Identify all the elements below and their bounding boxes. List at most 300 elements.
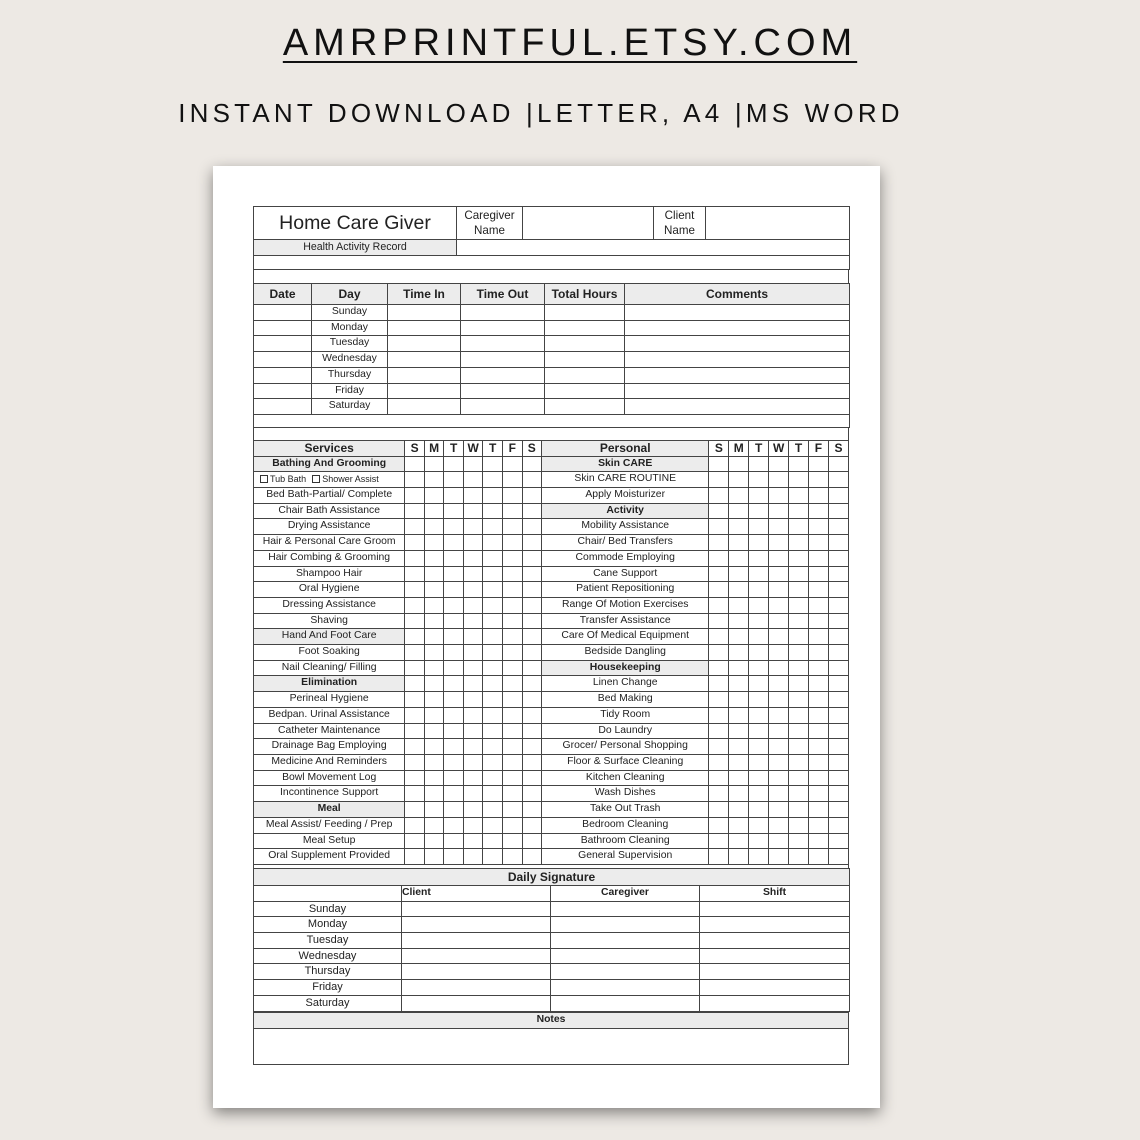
service-check-cell[interactable] (405, 817, 425, 833)
personal-check-cell[interactable] (709, 817, 729, 833)
service-check-cell[interactable] (424, 613, 444, 629)
service-check-cell[interactable] (444, 849, 464, 865)
service-check-cell[interactable] (444, 629, 464, 645)
service-check-cell[interactable] (405, 582, 425, 598)
service-check-cell[interactable] (522, 488, 542, 504)
service-check-cell[interactable] (444, 660, 464, 676)
personal-check-cell[interactable] (789, 692, 809, 708)
time-in-field[interactable] (388, 383, 461, 399)
personal-check-cell[interactable] (808, 692, 828, 708)
service-check-cell[interactable] (405, 645, 425, 661)
service-check-cell[interactable] (463, 660, 483, 676)
personal-check-cell[interactable] (769, 692, 789, 708)
service-check-cell[interactable] (405, 660, 425, 676)
service-check-cell[interactable] (405, 754, 425, 770)
service-check-cell[interactable] (405, 692, 425, 708)
personal-check-cell[interactable] (749, 833, 769, 849)
service-check-cell[interactable] (424, 676, 444, 692)
service-check-cell[interactable] (424, 535, 444, 551)
service-check-cell[interactable] (502, 550, 522, 566)
service-check-cell[interactable] (522, 597, 542, 613)
service-check-cell[interactable] (424, 786, 444, 802)
service-check-cell[interactable] (444, 597, 464, 613)
service-check-cell[interactable] (424, 723, 444, 739)
personal-check-cell[interactable] (789, 770, 809, 786)
personal-check-cell[interactable] (709, 597, 729, 613)
comments-field[interactable] (625, 352, 850, 368)
service-check-cell[interactable] (463, 550, 483, 566)
service-check-cell[interactable] (483, 817, 503, 833)
service-check-cell[interactable] (444, 519, 464, 535)
service-check-cell[interactable] (463, 833, 483, 849)
service-check-cell[interactable] (522, 456, 542, 472)
service-check-cell[interactable] (424, 645, 444, 661)
shift-field[interactable] (700, 964, 850, 980)
personal-check-cell[interactable] (709, 754, 729, 770)
personal-check-cell[interactable] (808, 488, 828, 504)
service-check-cell[interactable] (444, 707, 464, 723)
service-check-cell[interactable] (483, 535, 503, 551)
personal-check-cell[interactable] (808, 582, 828, 598)
service-check-cell[interactable] (502, 723, 522, 739)
service-check-cell[interactable] (463, 629, 483, 645)
service-check-cell[interactable] (463, 566, 483, 582)
personal-check-cell[interactable] (789, 817, 809, 833)
personal-check-cell[interactable] (709, 849, 729, 865)
service-check-cell[interactable] (483, 550, 503, 566)
personal-check-cell[interactable] (709, 660, 729, 676)
service-check-cell[interactable] (502, 519, 522, 535)
client-signature-field[interactable] (402, 917, 551, 933)
service-check-cell[interactable] (444, 472, 464, 488)
service-check-cell[interactable] (405, 629, 425, 645)
personal-check-cell[interactable] (729, 629, 749, 645)
service-check-cell[interactable] (463, 707, 483, 723)
personal-check-cell[interactable] (769, 676, 789, 692)
service-check-cell[interactable] (424, 566, 444, 582)
personal-check-cell[interactable] (789, 535, 809, 551)
service-check-cell[interactable] (502, 707, 522, 723)
caregiver-signature-field[interactable] (551, 948, 700, 964)
date-field[interactable] (254, 320, 312, 336)
personal-check-cell[interactable] (769, 550, 789, 566)
personal-check-cell[interactable] (808, 754, 828, 770)
time-out-field[interactable] (461, 367, 545, 383)
personal-check-cell[interactable] (749, 802, 769, 818)
personal-check-cell[interactable] (749, 817, 769, 833)
personal-check-cell[interactable] (749, 503, 769, 519)
service-check-cell[interactable] (405, 535, 425, 551)
service-check-cell[interactable] (463, 786, 483, 802)
service-check-cell[interactable] (444, 723, 464, 739)
personal-check-cell[interactable] (828, 739, 848, 755)
service-check-cell[interactable] (444, 488, 464, 504)
service-check-cell[interactable] (424, 739, 444, 755)
service-check-cell[interactable] (502, 692, 522, 708)
personal-check-cell[interactable] (729, 802, 749, 818)
personal-check-cell[interactable] (729, 645, 749, 661)
header-blank-field[interactable] (457, 240, 850, 256)
notes-field[interactable] (254, 1028, 849, 1064)
service-check-cell[interactable] (405, 519, 425, 535)
service-check-cell[interactable] (405, 786, 425, 802)
personal-check-cell[interactable] (709, 456, 729, 472)
service-check-cell[interactable] (444, 692, 464, 708)
service-check-cell[interactable] (483, 582, 503, 598)
service-check-cell[interactable] (424, 817, 444, 833)
personal-check-cell[interactable] (729, 707, 749, 723)
service-check-cell[interactable] (483, 456, 503, 472)
time-out-field[interactable] (461, 352, 545, 368)
personal-check-cell[interactable] (749, 723, 769, 739)
personal-check-cell[interactable] (749, 582, 769, 598)
personal-check-cell[interactable] (808, 833, 828, 849)
service-check-cell[interactable] (522, 802, 542, 818)
service-check-cell[interactable] (502, 613, 522, 629)
shift-field[interactable] (700, 980, 850, 996)
service-check-cell[interactable] (502, 817, 522, 833)
shift-field[interactable] (700, 917, 850, 933)
service-check-cell[interactable] (483, 660, 503, 676)
caregiver-signature-field[interactable] (551, 980, 700, 996)
personal-check-cell[interactable] (729, 692, 749, 708)
comments-field[interactable] (625, 367, 850, 383)
personal-check-cell[interactable] (828, 676, 848, 692)
service-check-cell[interactable] (463, 472, 483, 488)
personal-check-cell[interactable] (789, 645, 809, 661)
personal-check-cell[interactable] (789, 566, 809, 582)
service-check-cell[interactable] (522, 660, 542, 676)
service-check-cell[interactable] (483, 692, 503, 708)
service-check-cell[interactable] (502, 535, 522, 551)
service-check-cell[interactable] (405, 849, 425, 865)
personal-check-cell[interactable] (828, 488, 848, 504)
personal-check-cell[interactable] (828, 519, 848, 535)
service-check-cell[interactable] (424, 754, 444, 770)
service-check-cell[interactable] (522, 566, 542, 582)
service-check-cell[interactable] (483, 566, 503, 582)
service-check-cell[interactable] (424, 707, 444, 723)
personal-check-cell[interactable] (789, 488, 809, 504)
personal-check-cell[interactable] (808, 707, 828, 723)
personal-check-cell[interactable] (769, 645, 789, 661)
service-check-cell[interactable] (522, 503, 542, 519)
service-check-cell[interactable] (405, 488, 425, 504)
personal-check-cell[interactable] (828, 707, 848, 723)
service-check-cell[interactable] (483, 707, 503, 723)
service-check-cell[interactable] (463, 754, 483, 770)
personal-check-cell[interactable] (729, 770, 749, 786)
service-check-cell[interactable] (444, 582, 464, 598)
comments-field[interactable] (625, 320, 850, 336)
client-signature-field[interactable] (402, 948, 551, 964)
personal-check-cell[interactable] (729, 660, 749, 676)
personal-check-cell[interactable] (709, 488, 729, 504)
total-hours-field[interactable] (545, 367, 625, 383)
service-check-cell[interactable] (405, 802, 425, 818)
time-out-field[interactable] (461, 305, 545, 321)
service-check-cell[interactable] (444, 786, 464, 802)
service-check-cell[interactable] (424, 503, 444, 519)
service-check-cell[interactable] (444, 817, 464, 833)
service-check-cell[interactable] (502, 629, 522, 645)
service-check-cell[interactable] (502, 645, 522, 661)
personal-check-cell[interactable] (789, 550, 809, 566)
personal-check-cell[interactable] (749, 456, 769, 472)
personal-check-cell[interactable] (808, 676, 828, 692)
service-check-cell[interactable] (483, 739, 503, 755)
personal-check-cell[interactable] (729, 456, 749, 472)
personal-check-cell[interactable] (769, 582, 789, 598)
service-check-cell[interactable] (463, 802, 483, 818)
personal-check-cell[interactable] (789, 582, 809, 598)
service-check-cell[interactable] (483, 723, 503, 739)
service-check-cell[interactable] (444, 613, 464, 629)
personal-check-cell[interactable] (709, 582, 729, 598)
service-check-cell[interactable] (522, 629, 542, 645)
personal-check-cell[interactable] (769, 817, 789, 833)
service-check-cell[interactable] (502, 566, 522, 582)
time-out-field[interactable] (461, 383, 545, 399)
personal-check-cell[interactable] (789, 629, 809, 645)
personal-check-cell[interactable] (789, 802, 809, 818)
personal-check-cell[interactable] (828, 849, 848, 865)
total-hours-field[interactable] (545, 399, 625, 415)
personal-check-cell[interactable] (709, 629, 729, 645)
personal-check-cell[interactable] (769, 629, 789, 645)
time-in-field[interactable] (388, 336, 461, 352)
service-check-cell[interactable] (522, 472, 542, 488)
service-check-cell[interactable] (483, 472, 503, 488)
service-check-cell[interactable] (424, 597, 444, 613)
personal-check-cell[interactable] (769, 739, 789, 755)
personal-check-cell[interactable] (709, 566, 729, 582)
personal-check-cell[interactable] (808, 613, 828, 629)
personal-check-cell[interactable] (709, 707, 729, 723)
service-check-cell[interactable] (463, 488, 483, 504)
service-check-cell[interactable] (405, 472, 425, 488)
personal-check-cell[interactable] (749, 739, 769, 755)
personal-check-cell[interactable] (729, 754, 749, 770)
service-check-cell[interactable] (483, 629, 503, 645)
personal-check-cell[interactable] (749, 707, 769, 723)
personal-check-cell[interactable] (749, 566, 769, 582)
time-out-field[interactable] (461, 336, 545, 352)
personal-check-cell[interactable] (769, 723, 789, 739)
personal-check-cell[interactable] (808, 519, 828, 535)
service-check-cell[interactable] (483, 833, 503, 849)
service-check-cell[interactable] (424, 488, 444, 504)
personal-check-cell[interactable] (808, 645, 828, 661)
service-check-cell[interactable] (522, 786, 542, 802)
personal-check-cell[interactable] (828, 613, 848, 629)
personal-check-cell[interactable] (729, 786, 749, 802)
service-check-cell[interactable] (483, 754, 503, 770)
personal-check-cell[interactable] (808, 472, 828, 488)
service-check-cell[interactable] (444, 770, 464, 786)
personal-check-cell[interactable] (709, 550, 729, 566)
service-check-cell[interactable] (463, 723, 483, 739)
personal-check-cell[interactable] (749, 519, 769, 535)
personal-check-cell[interactable] (828, 802, 848, 818)
date-field[interactable] (254, 367, 312, 383)
personal-check-cell[interactable] (729, 550, 749, 566)
personal-check-cell[interactable] (769, 456, 789, 472)
personal-check-cell[interactable] (828, 456, 848, 472)
personal-check-cell[interactable] (789, 786, 809, 802)
personal-check-cell[interactable] (808, 550, 828, 566)
personal-check-cell[interactable] (709, 770, 729, 786)
personal-check-cell[interactable] (828, 550, 848, 566)
personal-check-cell[interactable] (769, 488, 789, 504)
personal-check-cell[interactable] (749, 754, 769, 770)
service-check-cell[interactable] (522, 849, 542, 865)
service-check-cell[interactable] (424, 692, 444, 708)
personal-check-cell[interactable] (769, 660, 789, 676)
comments-field[interactable] (625, 399, 850, 415)
tub-bath-checkbox[interactable] (260, 475, 268, 483)
total-hours-field[interactable] (545, 305, 625, 321)
caregiver-signature-field[interactable] (551, 995, 700, 1011)
personal-check-cell[interactable] (828, 817, 848, 833)
service-check-cell[interactable] (463, 582, 483, 598)
caregiver-signature-field[interactable] (551, 901, 700, 917)
personal-check-cell[interactable] (789, 739, 809, 755)
service-check-cell[interactable] (463, 739, 483, 755)
personal-check-cell[interactable] (828, 566, 848, 582)
service-check-cell[interactable] (522, 817, 542, 833)
personal-check-cell[interactable] (769, 770, 789, 786)
personal-check-cell[interactable] (709, 519, 729, 535)
caregiver-signature-field[interactable] (551, 933, 700, 949)
caregiver-signature-field[interactable] (551, 917, 700, 933)
service-check-cell[interactable] (502, 597, 522, 613)
service-check-cell[interactable] (444, 566, 464, 582)
personal-check-cell[interactable] (769, 833, 789, 849)
service-check-cell[interactable] (463, 519, 483, 535)
personal-check-cell[interactable] (769, 519, 789, 535)
service-check-cell[interactable] (405, 676, 425, 692)
total-hours-field[interactable] (545, 320, 625, 336)
personal-check-cell[interactable] (729, 582, 749, 598)
personal-check-cell[interactable] (749, 488, 769, 504)
service-check-cell[interactable] (502, 833, 522, 849)
personal-check-cell[interactable] (709, 503, 729, 519)
personal-check-cell[interactable] (808, 597, 828, 613)
personal-check-cell[interactable] (729, 503, 749, 519)
service-check-cell[interactable] (502, 676, 522, 692)
personal-check-cell[interactable] (828, 629, 848, 645)
personal-check-cell[interactable] (749, 550, 769, 566)
time-in-field[interactable] (388, 399, 461, 415)
client-signature-field[interactable] (402, 901, 551, 917)
service-check-cell[interactable] (502, 770, 522, 786)
service-check-cell[interactable] (522, 582, 542, 598)
personal-check-cell[interactable] (789, 660, 809, 676)
service-check-cell[interactable] (463, 535, 483, 551)
personal-check-cell[interactable] (828, 503, 848, 519)
personal-check-cell[interactable] (828, 786, 848, 802)
service-check-cell[interactable] (405, 456, 425, 472)
personal-check-cell[interactable] (749, 597, 769, 613)
personal-check-cell[interactable] (828, 535, 848, 551)
service-check-cell[interactable] (463, 645, 483, 661)
personal-check-cell[interactable] (808, 503, 828, 519)
personal-check-cell[interactable] (808, 817, 828, 833)
service-check-cell[interactable] (483, 645, 503, 661)
service-check-cell[interactable] (522, 692, 542, 708)
total-hours-field[interactable] (545, 352, 625, 368)
comments-field[interactable] (625, 305, 850, 321)
service-check-cell[interactable] (522, 754, 542, 770)
personal-check-cell[interactable] (729, 723, 749, 739)
service-check-cell[interactable] (444, 754, 464, 770)
service-check-cell[interactable] (424, 802, 444, 818)
service-check-cell[interactable] (424, 456, 444, 472)
caregiver-signature-field[interactable] (551, 964, 700, 980)
service-check-cell[interactable] (463, 503, 483, 519)
personal-check-cell[interactable] (769, 472, 789, 488)
personal-check-cell[interactable] (808, 456, 828, 472)
service-check-cell[interactable] (405, 503, 425, 519)
personal-check-cell[interactable] (808, 739, 828, 755)
service-check-cell[interactable] (502, 472, 522, 488)
service-check-cell[interactable] (463, 817, 483, 833)
personal-check-cell[interactable] (729, 472, 749, 488)
personal-check-cell[interactable] (828, 754, 848, 770)
service-check-cell[interactable] (444, 645, 464, 661)
service-check-cell[interactable] (502, 456, 522, 472)
personal-check-cell[interactable] (749, 676, 769, 692)
service-check-cell[interactable] (463, 456, 483, 472)
personal-check-cell[interactable] (769, 597, 789, 613)
personal-check-cell[interactable] (729, 488, 749, 504)
personal-check-cell[interactable] (729, 849, 749, 865)
service-check-cell[interactable] (405, 707, 425, 723)
personal-check-cell[interactable] (749, 472, 769, 488)
service-check-cell[interactable] (424, 550, 444, 566)
service-check-cell[interactable] (405, 550, 425, 566)
service-check-cell[interactable] (522, 550, 542, 566)
personal-check-cell[interactable] (729, 833, 749, 849)
service-check-cell[interactable] (502, 503, 522, 519)
service-check-cell[interactable] (502, 488, 522, 504)
service-check-cell[interactable] (463, 692, 483, 708)
personal-check-cell[interactable] (828, 597, 848, 613)
shower-assist-checkbox[interactable] (312, 475, 320, 483)
personal-check-cell[interactable] (789, 707, 809, 723)
personal-check-cell[interactable] (808, 802, 828, 818)
personal-check-cell[interactable] (828, 645, 848, 661)
service-check-cell[interactable] (444, 535, 464, 551)
service-check-cell[interactable] (502, 739, 522, 755)
personal-check-cell[interactable] (749, 535, 769, 551)
personal-check-cell[interactable] (749, 770, 769, 786)
service-check-cell[interactable] (522, 645, 542, 661)
time-in-field[interactable] (388, 320, 461, 336)
personal-check-cell[interactable] (769, 707, 789, 723)
personal-check-cell[interactable] (709, 833, 729, 849)
personal-check-cell[interactable] (709, 802, 729, 818)
service-check-cell[interactable] (502, 849, 522, 865)
personal-check-cell[interactable] (709, 723, 729, 739)
service-check-cell[interactable] (405, 597, 425, 613)
personal-check-cell[interactable] (749, 645, 769, 661)
service-check-cell[interactable] (483, 802, 503, 818)
personal-check-cell[interactable] (808, 535, 828, 551)
time-out-field[interactable] (461, 320, 545, 336)
client-signature-field[interactable] (402, 964, 551, 980)
